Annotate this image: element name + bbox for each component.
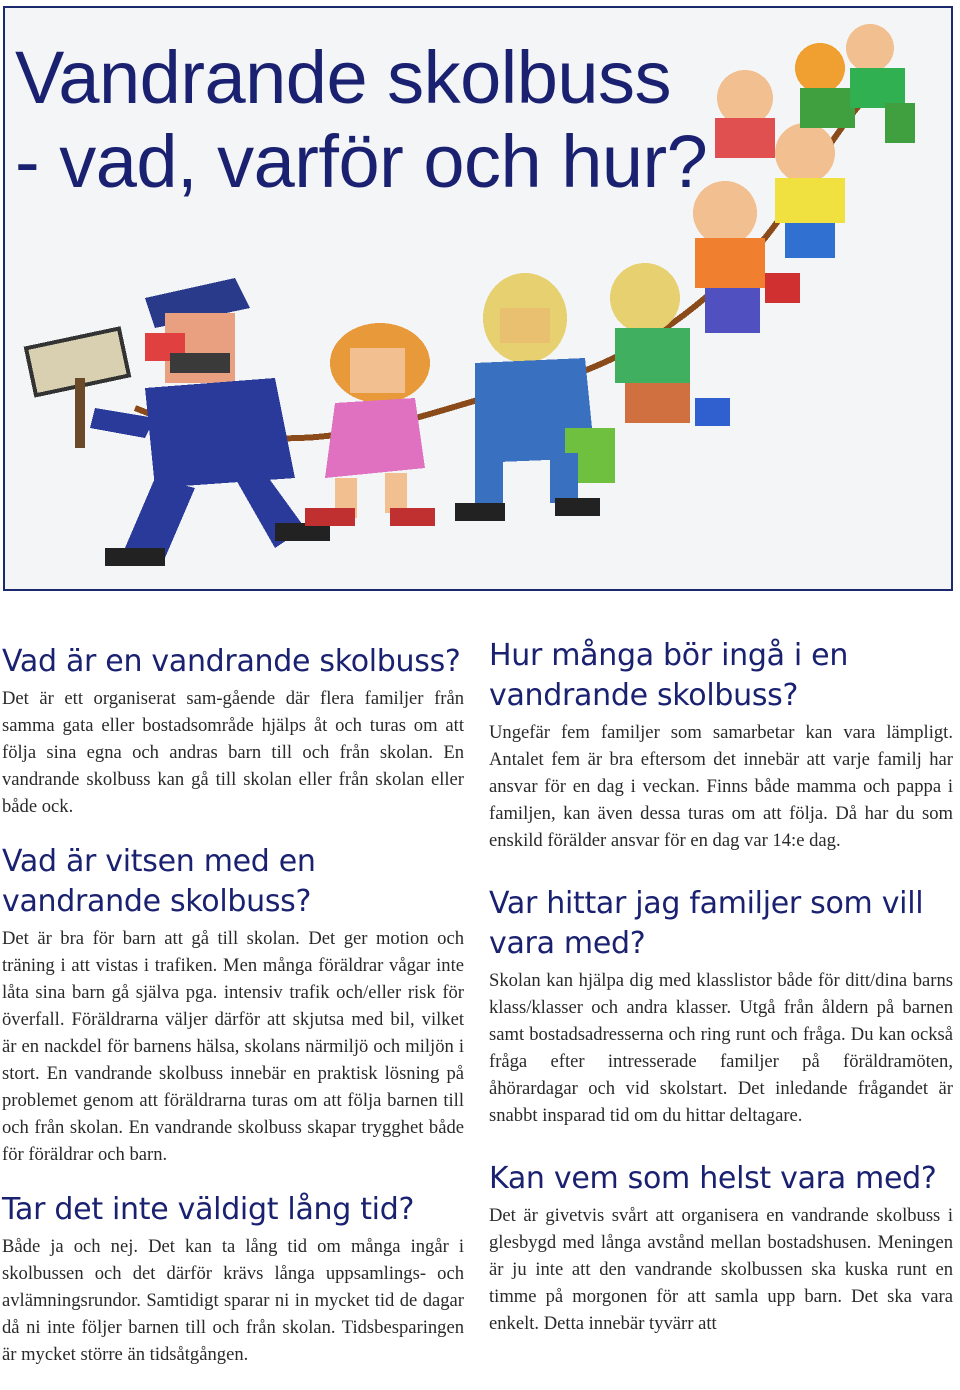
section-body: Ungefär fem familjer som samarbetar kan vara lämpligt. Antalet fem är bra eftersom det innebär att varje familj har ansvar för en dag i veckan. Finns både mamma och pappa i familjen, kan även dessa turas om att följa. Då har du som enskild förälder ansvar för en dag var 14:e dag. (489, 722, 953, 851)
crossing-guard-figure (26, 278, 330, 566)
boy-figure (455, 273, 615, 521)
section-body: Skolan kan hjälpa dig med klasslistor både för ditt/dina barns klass/klasser och andra klasser. Utgå från åldern på barnen samt bostadsadresserna och ring runt och fråga. Du kan också fråga efter intresserade familjer på föräldramöten, åhörardagar och vid skolstart. Det inledande frågandet är snabbt insparad tid om du hittar deltagare. (489, 970, 953, 1126)
section-find-families (489, 884, 953, 1129)
section-heading: Hur många bör ingå i en vandrande skolbuss? (489, 638, 849, 713)
section-body: Det är givetvis svårt att organisera en vandrande skolbuss i glesbygd med långa avstånd mellan bostadshusen. Meningen är ju inte att den vandrande skolbussen ska kuska runt en timme på morgonen för att samla upp barn. Det ska vara enkelt. Detta innebär tyvärr att (489, 1205, 953, 1334)
section-body: Det är bra för barn att gå till skolan. Det ger motion och träning i att vistas i trafiken. Men många föräldrar vågar inte låta sina barn gå själva pga. intensiv trafik och/eller risk för överfall. Föräldrarna väljer därför att skjutsa med bil, vilket är en nackdel för barnens hälsa, skolans närmiljö och miljön i stort. En vandrande skolbuss innebär en praktisk lösning på problemet genom att föräldrarna turas om att följa barnen till och från skolan. En vandrande skolbuss skapar trygghet både för föräldrar och barn. (2, 928, 464, 1165)
section-body: Det är ett organiserat sam-gående där flera familjer från samma gata eller bostadsområde hjälps åt och turas om att följa sina egna och andras barn till och från skolan. En vandrande skolbuss kan gå till skolan eller från skolan eller både ock. (2, 688, 464, 817)
left-column (2, 636, 464, 1390)
title-line-1: Vandrande skolbuss (15, 36, 672, 119)
section-how-many (489, 636, 953, 854)
section-what-is (2, 642, 464, 820)
section-heading: Var hittar jag familjer som vill vara med? (489, 886, 924, 961)
title-line-2: - vad, varför och hur? (15, 120, 708, 203)
section-heading: Vad är vitsen med en vandrande skolbuss? (2, 844, 316, 919)
right-column (489, 636, 953, 1367)
section-heading: Tar det inte väldigt lång tid? (2, 1192, 415, 1227)
section-body: Både ja och nej. Det kan ta lång tid om många ingår i skolbussen och det därför krävs långa uppsamlings- och avlämningsrundor. Samtidigt sparar ni in mycket tid de dagar då ni inte följer barnen till och från skolan. Tidsbesparingen är mycket större än tidsåtgången. (2, 1236, 464, 1365)
girl-figure (305, 323, 435, 526)
hero-banner (3, 6, 953, 591)
section-purpose (2, 842, 464, 1168)
section-heading: Vad är en vandrande skolbuss? (2, 644, 461, 679)
section-who-can-join (489, 1159, 953, 1337)
section-heading: Kan vem som helst vara med? (489, 1161, 937, 1196)
section-time (2, 1190, 464, 1368)
page-title (15, 36, 707, 204)
